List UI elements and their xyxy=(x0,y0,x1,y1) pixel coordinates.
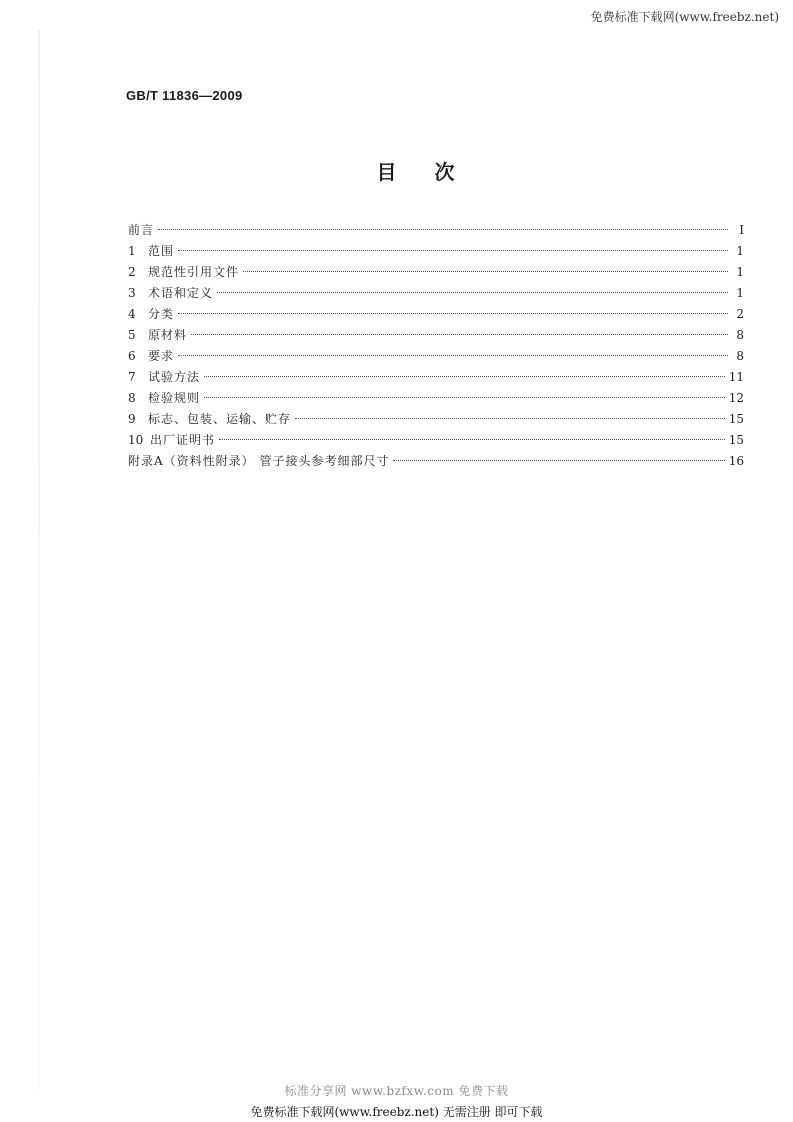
toc-entry-foreword[interactable] xyxy=(128,220,744,241)
toc-entry-number: 1 xyxy=(128,244,136,258)
toc-entry-page: 8 xyxy=(736,349,744,363)
toc-entry-page: Ⅰ xyxy=(739,223,744,237)
toc-title: 目次 xyxy=(376,160,493,184)
footer-watermark-bzfxw: 标准分享网 www.bzfxw.com 免费下载 xyxy=(284,1084,509,1098)
toc-entry-number: 2 xyxy=(128,265,136,279)
toc-entry-number: 4 xyxy=(128,307,136,321)
toc-entry-7[interactable] xyxy=(128,367,744,388)
toc-entry-number: 6 xyxy=(128,349,136,363)
toc-entry-number: 7 xyxy=(128,370,136,384)
toc-entry-label: 范围 xyxy=(148,244,175,258)
top-watermark: 免费标准下载网(www.freebz.net) xyxy=(590,10,779,24)
footer-watermark-freebz: 免费标准下载网(www.freebz.net) 无需注册 即可下载 xyxy=(250,1105,543,1119)
toc-entry-label: 出厂证明书 xyxy=(150,433,216,447)
toc-entry-4[interactable] xyxy=(128,304,744,325)
toc-entry-label: 附录A（资料性附录） 管子接头参考细部尺寸 xyxy=(128,454,390,468)
toc-entry-label: 前言 xyxy=(128,223,155,237)
toc-leader-dots xyxy=(204,376,725,377)
toc-entry-label: 标志、包装、运输、贮存 xyxy=(148,412,292,426)
toc-entry-number: 5 xyxy=(128,328,136,342)
toc-leader-dots xyxy=(295,418,725,419)
toc-leader-dots xyxy=(219,439,725,440)
toc-entry-label: 原材料 xyxy=(148,328,188,342)
toc-entry-number: 10 xyxy=(128,433,144,447)
toc-entry-label: 要求 xyxy=(148,349,175,363)
toc-leader-dots xyxy=(178,355,728,356)
toc-entry-label: 规范性引用文件 xyxy=(148,265,240,279)
toc-entry-page: 11 xyxy=(728,370,744,384)
toc-entry-number: 3 xyxy=(128,286,136,300)
toc-leader-dots xyxy=(158,229,728,230)
toc-entry-6[interactable] xyxy=(128,346,744,367)
toc-entry-number: 9 xyxy=(128,412,136,426)
toc-entry-8[interactable] xyxy=(128,388,744,409)
toc-entry-9[interactable] xyxy=(128,409,744,430)
toc-entry-label: 分类 xyxy=(148,307,175,321)
toc-leader-dots xyxy=(178,313,728,314)
toc-entry-label: 试验方法 xyxy=(148,370,201,384)
toc-entry-page: 15 xyxy=(728,412,744,426)
toc-entry-number: 8 xyxy=(128,391,136,405)
toc-entry-label: 检验规则 xyxy=(148,391,201,405)
toc-entry-appendix-a[interactable] xyxy=(128,451,744,472)
scan-edge-shadow xyxy=(38,30,40,1090)
toc-leader-dots xyxy=(191,334,728,335)
toc-entry-page: 1 xyxy=(736,265,744,279)
table-of-contents xyxy=(128,220,744,472)
toc-entry-10[interactable] xyxy=(128,430,744,451)
toc-entry-page: 1 xyxy=(736,244,744,258)
toc-leader-dots xyxy=(204,397,725,398)
toc-entry-1[interactable] xyxy=(128,241,744,262)
toc-entry-2[interactable] xyxy=(128,262,744,283)
toc-entry-page: 12 xyxy=(728,391,744,405)
toc-leader-dots xyxy=(178,250,728,251)
toc-entry-page: 16 xyxy=(728,454,744,468)
toc-entry-page: 1 xyxy=(736,286,744,300)
toc-entry-5[interactable] xyxy=(128,325,744,346)
toc-leader-dots xyxy=(243,271,728,272)
toc-entry-page: 2 xyxy=(736,307,744,321)
toc-leader-dots xyxy=(393,460,724,461)
toc-entry-3[interactable] xyxy=(128,283,744,304)
toc-leader-dots xyxy=(217,292,728,293)
toc-entry-page: 8 xyxy=(736,328,744,342)
toc-entry-page: 15 xyxy=(728,433,744,447)
standard-number: GB/T 11836—2009 xyxy=(126,88,243,103)
toc-entry-label: 术语和定义 xyxy=(148,286,214,300)
